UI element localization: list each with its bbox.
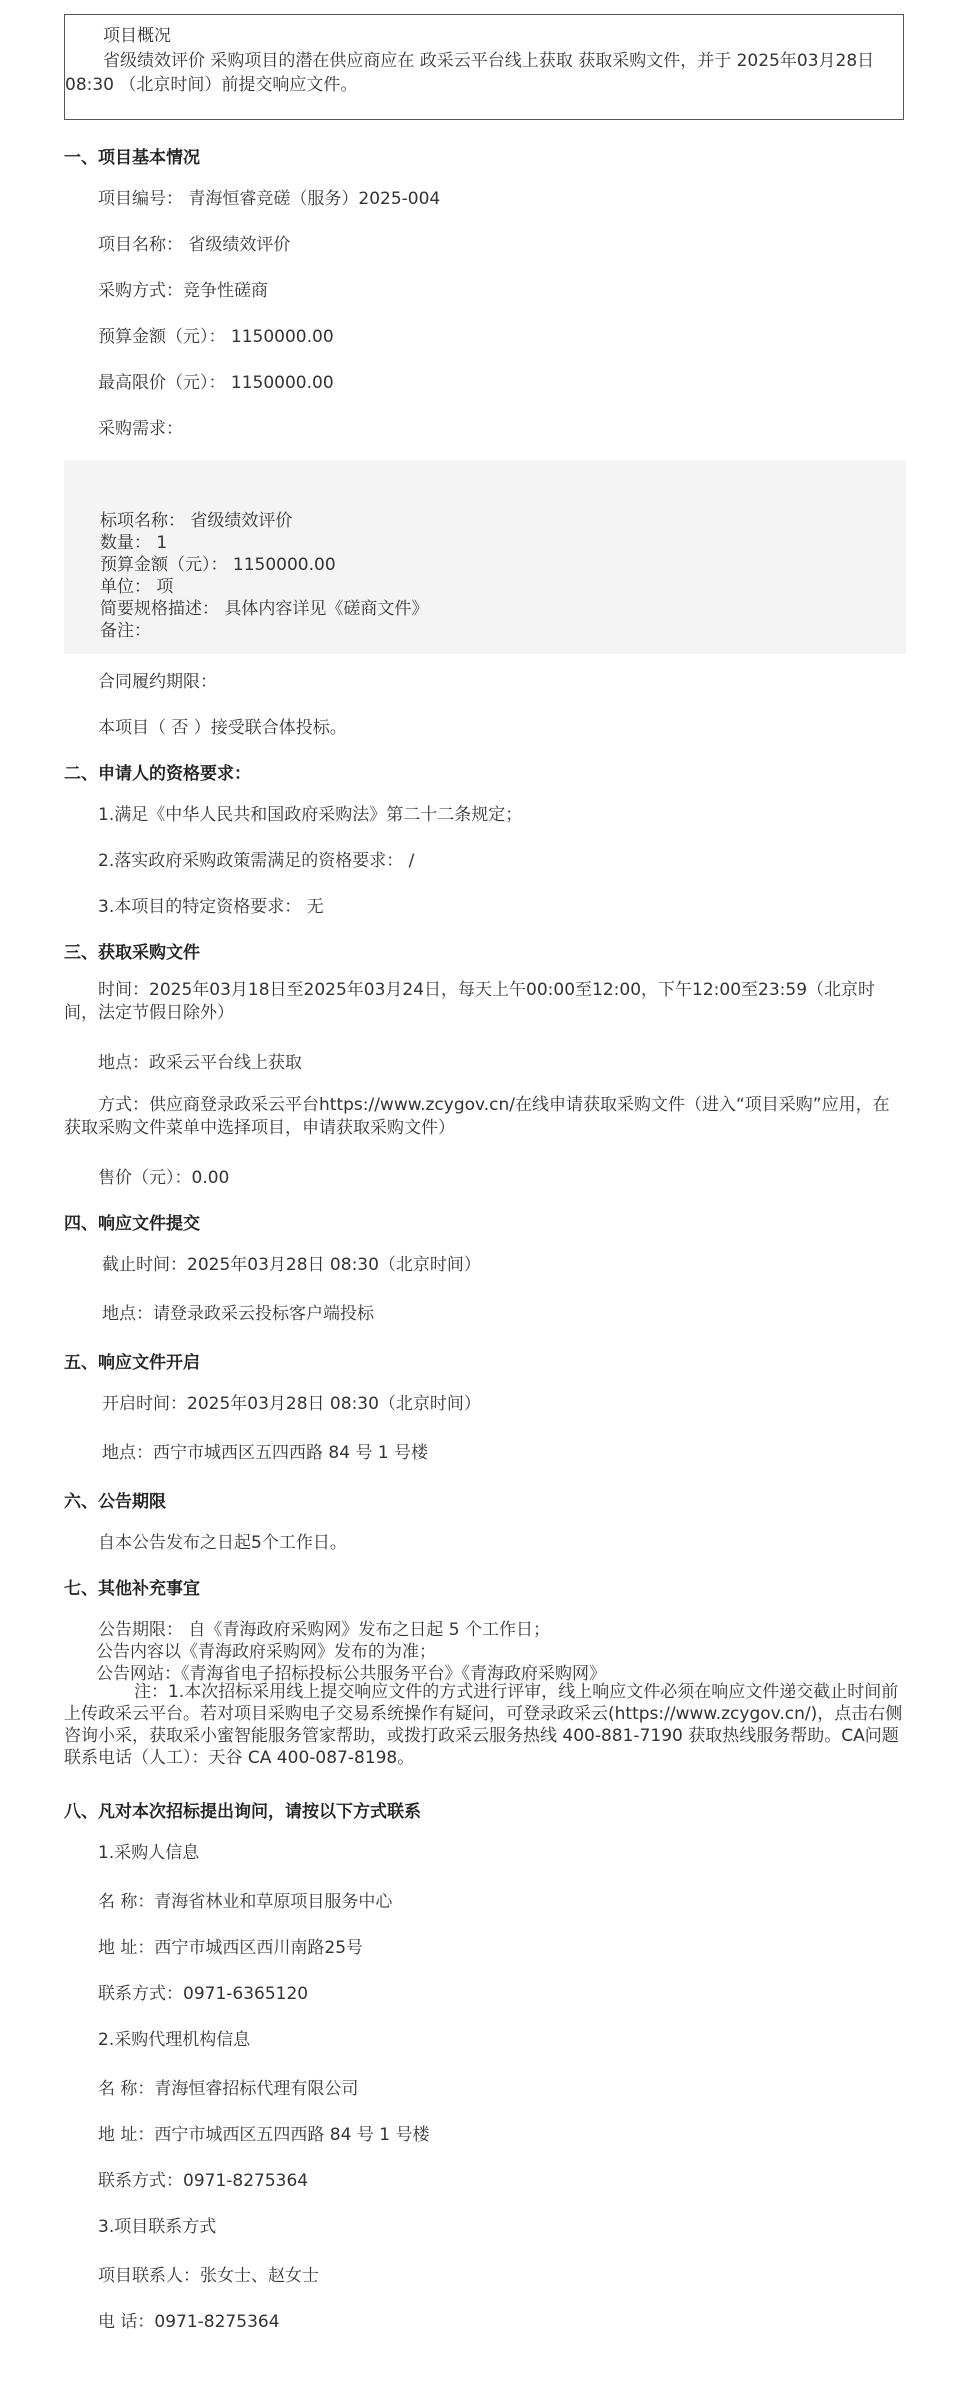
notice-period-text: 自本公告发布之日起5个工作日。 — [98, 1533, 347, 1553]
lot-spec: 简要规格描述： 具体内容详见《磋商文件》 — [100, 599, 429, 619]
opening-time: 开启时间：2025年03月28日 08:30（北京时间） — [102, 1394, 481, 1414]
overview-text: 省级绩效评价 采购项目的潜在供应商应在 政采云平台线上获取 获取采购文件，并于 2025年03月28日 08:30 （北京时间）前提交响应文件。 — [65, 51, 875, 95]
budget-amount: 预算金额（元）： 1150000.00 — [98, 327, 334, 347]
section-heading-notice-period: 六、公告期限 — [64, 1492, 166, 1512]
lot-unit: 单位： 项 — [100, 577, 174, 597]
section-heading-qualification: 二、申请人的资格要求： — [64, 764, 251, 784]
lot-quantity: 数量： 1 — [100, 533, 168, 553]
agency-name: 名 称：青海恒睿招标代理有限公司 — [98, 2079, 359, 2099]
supplementary-line-3: 公告网站：《青海省电子招标投标公共服务平台》《青海政府采购网》 — [96, 1664, 606, 1684]
purchaser-info-title: 1.采购人信息 — [98, 1843, 200, 1863]
lot-name: 标项名称： 省级绩效评价 — [100, 511, 293, 531]
section-heading-submission: 四、响应文件提交 — [64, 1214, 200, 1234]
supplementary-line-1: 公告期限： 自《青海政府采购网》发布之日起 5 个工作日； — [98, 1620, 551, 1640]
qualification-2: 2.落实政府采购政策需满足的资格要求： / — [98, 851, 415, 871]
opening-place: 地点：西宁市城西区五四西路 84 号 1 号楼 — [102, 1443, 429, 1463]
supplementary-line-2: 公告内容以《青海政府采购网》发布的为准； — [96, 1642, 436, 1662]
procurement-demand-label: 采购需求： — [98, 419, 183, 439]
lot-details-box — [64, 460, 906, 654]
purchaser-address: 地 址：西宁市城西区西川南路25号 — [98, 1938, 364, 1958]
procurement-method: 采购方式：竞争性磋商 — [98, 281, 268, 301]
agency-info-title: 2.采购代理机构信息 — [98, 2030, 251, 2050]
section-heading-opening: 五、响应文件开启 — [64, 1353, 200, 1373]
document-price: 售价（元）：0.00 — [98, 1168, 230, 1188]
consortium-note: 本项目（ 否 ）接受联合体投标。 — [98, 718, 347, 738]
lot-budget: 预算金额（元）： 1150000.00 — [100, 555, 336, 575]
obtain-time: 时间：2025年03月18日至2025年03月24日，每天上午00:00至12:00，下午12:00至23:59（北京时间，法定节假日除外） — [64, 980, 876, 1023]
section-heading-obtain-docs: 三、获取采购文件 — [64, 943, 200, 963]
contract-period: 合同履约期限： — [98, 672, 217, 692]
project-contact-title: 3.项目联系方式 — [98, 2217, 217, 2237]
qualification-3: 3.本项目的特定资格要求： 无 — [98, 897, 324, 917]
overview-title: 项目概况 — [103, 26, 171, 46]
agency-address: 地 址：西宁市城西区五四西路 84 号 1 号楼 — [98, 2125, 430, 2145]
submission-deadline: 截止时间：2025年03月28日 08:30（北京时间） — [102, 1255, 481, 1275]
project-number: 项目编号： 青海恒睿竞磋（服务）2025-004 — [98, 189, 441, 209]
submission-place: 地点：请登录政采云投标客户端投标 — [102, 1304, 374, 1324]
lot-note: 备注： — [100, 621, 151, 641]
max-price: 最高限价（元）： 1150000.00 — [98, 373, 334, 393]
agency-contact: 联系方式：0971-8275364 — [98, 2171, 309, 2191]
project-contact-person: 项目联系人：张女士、赵女士 — [98, 2266, 319, 2286]
project-overview-box — [64, 14, 904, 120]
section-heading-contact: 八、凡对本次招标提出询问，请按以下方式联系 — [64, 1802, 421, 1822]
section-heading-supplementary: 七、其他补充事宜 — [64, 1579, 200, 1599]
supplementary-note: 注：1.本次招标采用线上提交响应文件的方式进行评审，线上响应文件必须在响应文件递交截止时间前上传政采云平台。若对项目采购电子交易系统操作有疑问，可登录政采云(https://www.zcygov.cn/)，点击右侧咨询小采，获取采小蜜智能服务管家帮助，或拨打政采云服务热线 400-881-7190 获取热线服务帮助。CA问题联系电话（人工）：天谷 CA 400-087-8198。 — [64, 1682, 903, 1768]
project-name: 项目名称： 省级绩效评价 — [98, 235, 291, 255]
project-contact-phone: 电 话：0971-8275364 — [98, 2312, 280, 2332]
qualification-1: 1.满足《中华人民共和国政府采购法》第二十二条规定； — [98, 805, 523, 825]
obtain-method: 方式：供应商登录政采云平台https://www.zcygov.cn/在线申请获取采购文件（进入“项目采购”应用，在获取采购文件菜单中选择项目，申请获取采购文件） — [64, 1095, 890, 1138]
obtain-place: 地点：政采云平台线上获取 — [98, 1053, 302, 1073]
purchaser-contact: 联系方式：0971-6365120 — [98, 1984, 309, 2004]
purchaser-name: 名 称：青海省林业和草原项目服务中心 — [98, 1892, 393, 1912]
section-heading-basic-info: 一、项目基本情况 — [64, 148, 200, 168]
